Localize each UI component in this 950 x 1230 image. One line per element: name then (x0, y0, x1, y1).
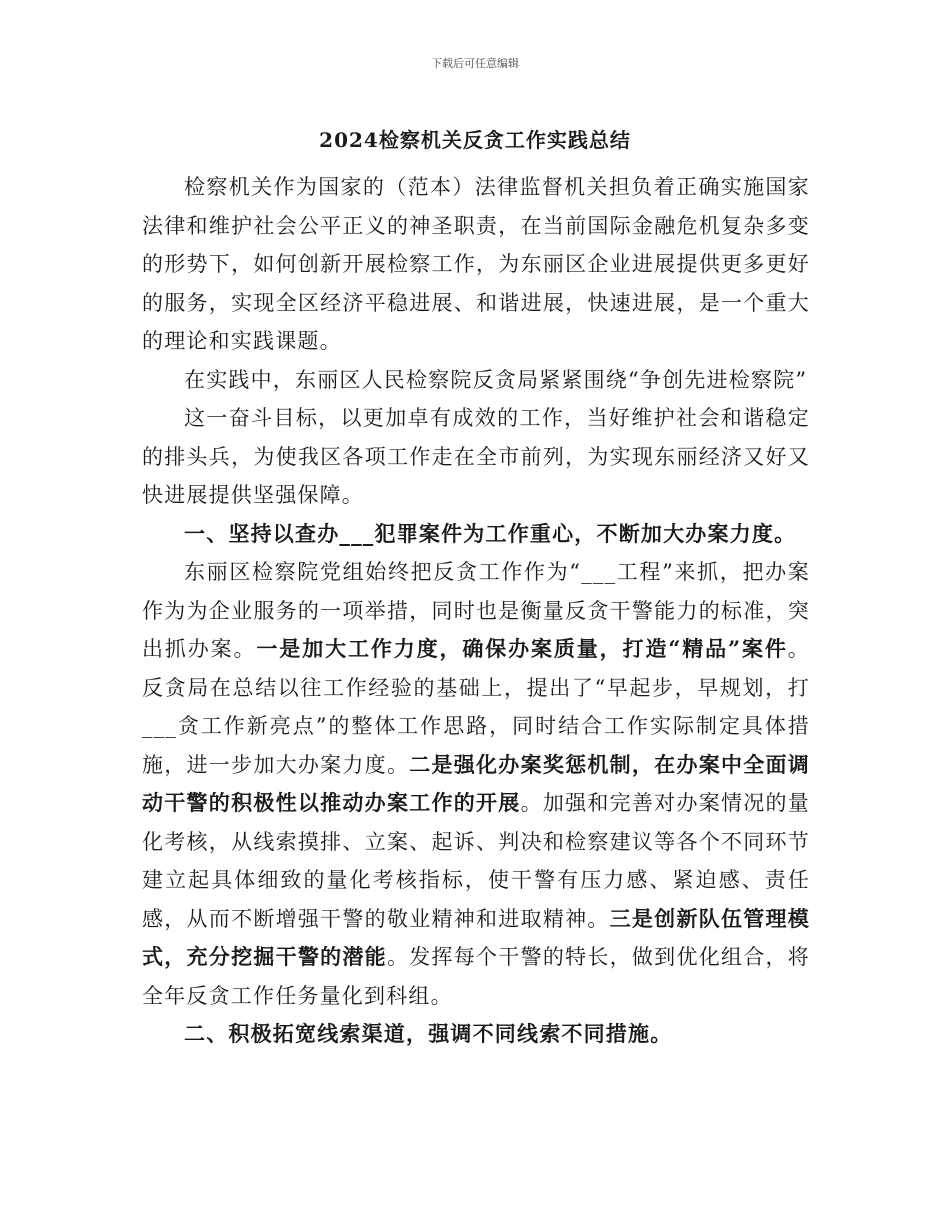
bold-point-1: 一是加大工作力度，确保办案质量，打造“精品”案件 (256, 636, 788, 661)
bold-point-2: 二是强化办案奖惩机制，在办案中全面调动干警的积极性以推动办案工作的开展 (142, 751, 810, 815)
bold-point-3: 三是创新队伍管理模式，充分挖掘干警的潜能 (142, 905, 810, 969)
paragraph-goal: 这一奋斗目标，以更加卓有成效的工作，当好维护社会和谐稳定的排头兵，为使我区各项工作走在全市前列，为实现东丽经济又好又快进展提供坚强保障。 (142, 406, 810, 507)
section-heading-2: 二、积极拓宽线索渠道，强调不同线索不同措施。 (184, 1021, 673, 1046)
document-title: 2024检察机关反贪工作实践总结 (319, 128, 631, 152)
paragraph-intro: 检察机关作为国家的（范本）法律监督机关担负着正确实施国家法律和维护社会公平正义的神圣职责，在当前国际金融危机复杂多变的形势下，如何创新开展检察工作，为东丽区企业进展提供更多更好的服务，实现全区经济平稳进展、和谐进展，快速进展，是一个重大的理论和实践课题。 (142, 175, 810, 353)
paragraph-section-1 (142, 553, 810, 1015)
paragraph-practice: 在实践中，东丽区人民检察院反贪局紧紧围绕“争创先进检察院” (184, 367, 808, 392)
text-run: 。反贪局在总结以往工作经验的基础上，提出了“早起步，早规划，打___贪工作新亮点”的整体工作思路，同时结合工作实际制定具体措施，进一步加大办案力度。 (142, 637, 810, 777)
text-run: 。发挥每个干警的特长，做到优化组合，将全年反贪工作任务量化到科组。 (142, 945, 810, 1008)
document-body (142, 168, 810, 1054)
header-note: 下载后可任意编辑 (431, 57, 519, 70)
section-heading-1: 一、坚持以查办___犯罪案件为工作重心，不断加大办案力度。 (184, 520, 797, 546)
text-run: 东丽区检察院党组始终把反贪工作作为“___工程”来抓，把办案作为为企业服务的一项举措，同时也是衡量反贪干警能力的标准，突出抓办案。 (142, 560, 810, 661)
text-run: 。加强和完善对办案情况的量化考核，从线索摸排、立案、起诉、判决和检察建议等各个不同环节建立起具体细致的量化考核指标，使干警有压力感、紧迫感、责任感，从而不断增强干警的敬业精神和进取精神。 (142, 791, 810, 931)
